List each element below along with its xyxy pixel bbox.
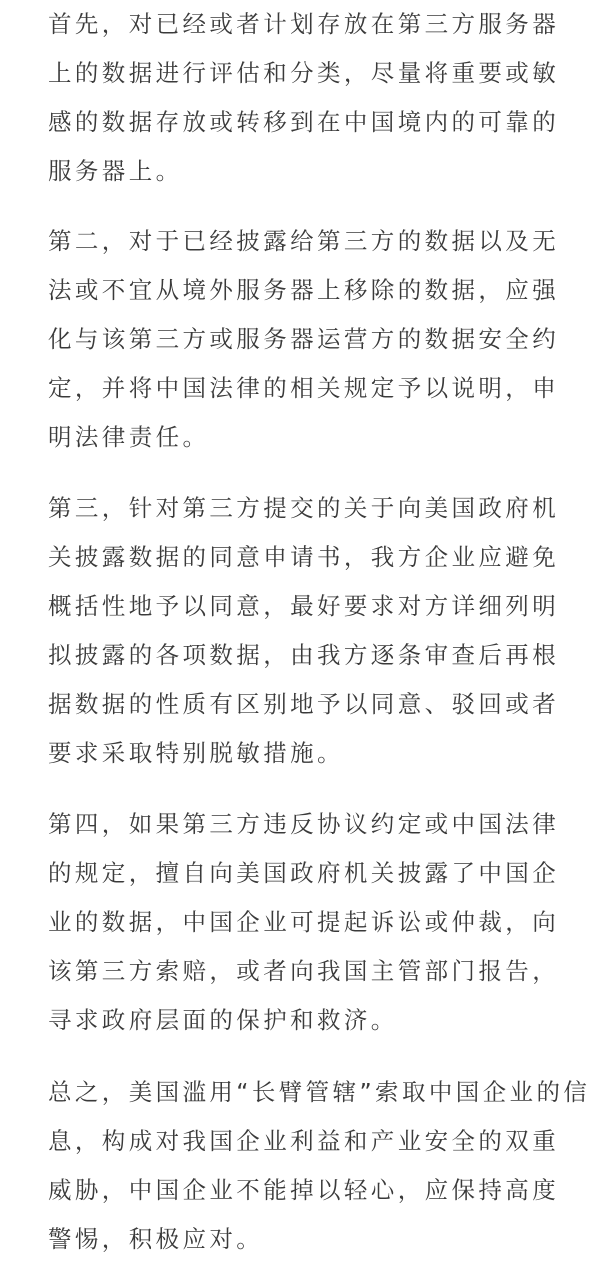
paragraph-line: 上的数据进行评估和分类，尽量将重要或敏 xyxy=(48,59,560,87)
paragraph-second xyxy=(48,217,560,462)
paragraph-line: 感的数据存放或转移到在中国境内的可靠的 xyxy=(48,108,560,136)
paragraph-line: 化与该第三方或服务器运营方的数据安全约 xyxy=(48,325,560,353)
paragraph-line: 要求采取特别脱敏措施。 xyxy=(48,739,344,767)
paragraph-line: 寻求政府层面的保护和救济。 xyxy=(48,1006,398,1034)
paragraph-line: 定，并将中国法律的相关规定予以说明，申 xyxy=(48,374,560,402)
paragraph-line: 概括性地予以同意，最好要求对方详细列明 xyxy=(48,592,560,620)
paragraph-line: 第二，对于已经披露给第三方的数据以及无 xyxy=(48,227,560,255)
paragraph-line: 的规定，擅自向美国政府机关披露了中国企 xyxy=(48,859,560,887)
paragraph-line: 第三，针对第三方提交的关于向美国政府机 xyxy=(48,494,560,522)
paragraph-line: 该第三方索赔，或者向我国主管部门报告， xyxy=(48,957,560,985)
paragraph-line: 明法律责任。 xyxy=(48,423,210,451)
paragraph-conclusion xyxy=(48,1068,591,1264)
paragraph-line: 警惕，积极应对。 xyxy=(48,1225,264,1253)
paragraph-first xyxy=(48,0,560,196)
paragraph-line: 首先，对已经或者计划存放在第三方服务器 xyxy=(48,10,560,38)
paragraph-line: 第四，如果第三方违反协议约定或中国法律 xyxy=(48,810,560,838)
paragraph-line: 关披露数据的同意申请书，我方企业应避免 xyxy=(48,543,560,571)
paragraph-line: 拟披露的各项数据，由我方逐条审查后再根 xyxy=(48,641,560,669)
paragraph-line: 息，构成对我国企业利益和产业安全的双重 xyxy=(48,1127,560,1155)
paragraph-line: 业的数据，中国企业可提起诉讼或仲裁，向 xyxy=(48,908,560,936)
paragraph-fourth xyxy=(48,800,560,1045)
paragraph-line: 法或不宜从境外服务器上移除的数据，应强 xyxy=(48,276,560,304)
paragraph-third xyxy=(48,484,560,778)
paragraph-line: 总之，美国滥用“长臂管辖”索取中国企业的信 xyxy=(48,1078,591,1106)
paragraph-line: 威胁，中国企业不能掉以轻心，应保持高度 xyxy=(48,1176,560,1204)
paragraph-line: 服务器上。 xyxy=(48,157,183,185)
paragraph-line: 据数据的性质有区别地予以同意、驳回或者 xyxy=(48,690,560,718)
